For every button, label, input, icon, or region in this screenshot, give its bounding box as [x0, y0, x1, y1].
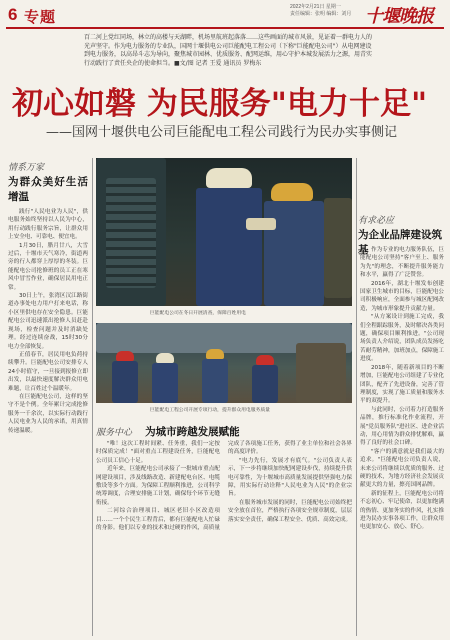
- column-heading-middle: [96, 420, 352, 439]
- header-rule: [6, 27, 444, 29]
- wiring-terminal: [246, 218, 276, 230]
- column-divider: [356, 158, 357, 636]
- headline: 初心如磐 为民服务"电力十足": [12, 86, 428, 122]
- paragraph: "唯！这次工程时间紧、任务重，我们一定按时保质完成！"面对重点工程建设任务，巨能配电公司员工信心十足。: [96, 441, 220, 464]
- masthead-logo: 十堰晚报: [365, 6, 433, 27]
- hard-hat: [156, 353, 174, 363]
- paragraph: 30日上午，张湾区汉江路街道办事处电力用户打来电话，称小区里供电存在安全隐患。巨能配电公司迅速派出抢修人员赶赴现场，检查问题并及时消缺处理。经过连续奋战，15时30分电力全部恢复。: [8, 293, 88, 350]
- paragraph: "客户的满意就是我们最大的追求。"巨能配电公司负责人说，未来公司将继续以优质的服务、过硬的技术，为地方经济社会发展贡献更大的力量，擦亮国网品牌。: [360, 448, 444, 489]
- paragraph: 1月30日，腊月廿八，大雪过后，十堰市天气寒冷，街道两旁的行人都穿上厚厚的冬装。巨能配电公司抢修班的员工正在寒风中冒雪作业，确保居民用电正常。: [8, 242, 88, 291]
- column-kicker: 情系万家: [8, 163, 45, 173]
- section-title: 专题: [24, 9, 57, 26]
- cable-rack: [106, 178, 156, 288]
- issue-editors: 责任编辑：张明 编辑：刘月: [290, 11, 352, 17]
- hard-hat: [256, 355, 274, 365]
- paragraph: 近年来，巨能配电公司承接了一批城市重点配网建设项目，涉及线路改造、新建配电台区、电缆敷设等多个方面。为保障工程顺利推进，公司科学统筹调度，合理安排施工计划，确保每个环节无缝衔接。: [96, 466, 220, 506]
- column-title: 为城市跨越发展赋能: [145, 426, 240, 438]
- paragraph: 新的征程上，巨能配电公司将不忘初心、牢记使命，以更加饱满的热情、更加务实的作风，扎实推进为民办实事各项工作，让群众用电更加安心、放心、舒心。: [360, 490, 444, 531]
- paragraph: 与此同时，公司着力打造服务品牌，推行标准化作业流程，开展"党员服务队"进社区、进企业活动，用心用情为群众排忧解难，赢得了良好的社会口碑。: [360, 406, 444, 447]
- paragraph: 作为专业的电力服务队伍，巨能配电公司坚持"客户至上、服务为先"的理念，不断提升服务能力和水平，赢得了广泛赞誉。: [360, 247, 444, 279]
- worker-uniform: [264, 201, 324, 306]
- worker-uniform: [202, 359, 228, 403]
- paragraph: "从方案设计到施工完成，我们全程跟踪服务，及时解决各类问题，确保项目顺利推进。"公司现场负责人介绍说，团队成员发扬吃苦耐劳精神，加班加点，保障施工进度。: [360, 314, 444, 363]
- column-title: 为群众美好生活增温: [8, 176, 88, 203]
- worker-uniform: [112, 361, 138, 403]
- column-title: 为企业品牌建设筑基: [358, 229, 442, 256]
- column-kicker: 有求必应: [358, 216, 395, 226]
- subheadline: ——国网十堰供电公司巨能配电工程公司践行为民办实事侧记: [46, 125, 398, 140]
- paragraph: "电力先行，发展才有底气。"公司负责人表示，下一步将继续加快配网建设步伐，持续提升供电可靠性，为十堰城市高质量发展提供坚强电力保障，用实际行动诠释"人民电业为人民"的企业宗旨。: [228, 457, 352, 498]
- transformer-box: [296, 343, 346, 403]
- photo-caption: 巨能配电工程公司开展专项行动，提升群众用电服务质量: [150, 408, 270, 413]
- photo-team-at-site: [96, 323, 352, 403]
- worker-uniform: [152, 363, 178, 403]
- paragraph: 在服务城市发展的同时，巨能配电公司始终把安全放在首位，严格执行各项安全规章制度，层层落实安全责任，确保工程安全、优质、高效完成。: [228, 499, 352, 523]
- worker-uniform: [196, 188, 262, 306]
- photo-workers-at-cabinet: [96, 158, 352, 306]
- column-kicker: 服务中心: [96, 428, 133, 438]
- paragraph: 2018年，随着新项目的不断增加，巨能配电公司组建了专业化团队，配齐了先进设备，完善了管理制度，实现了施工质量和服务水平的双提升。: [360, 364, 444, 405]
- paragraph: 2016年，湖北十堰发布创建国家卫生城市的目标，巨能配电公司积极响应，全面参与城区配网改造，为城市形象提升贡献力量。: [360, 280, 444, 312]
- article-column-right: [360, 246, 444, 636]
- lead-paragraph: 百二河上党红同场，林立的高楼与天湖畔，机场里航班起落落……这些画面的城市风景，见证着一群电力人的光声坚守。作为电力服务的专业队，国网十堰供电公司巨能配电工程公司（下称"巨能配电公司"）从电网建设到电力服务，以高昂斗志为导向，聚焦城市园林、优质服务、配网运维，用心守护本城发展活力之源，用青实行动践行了责任央企的使命担当。■文/图 记者 王爱 通讯员 罗梅东: [84, 34, 373, 67]
- article-column-left: [8, 160, 88, 636]
- hard-hat: [206, 349, 224, 359]
- paragraph: 正值春节，居民用电负荷持续攀升。巨能配电公司安排专人24小时值守，一旦接到报修立即出发，以最快速度解决群众用电难题，让百姓过个温暖年。: [8, 351, 88, 392]
- paragraph: 在巨能配电公司，这样的坚守不是个例。全年累计完成抢修服务一千余次，以实际行动践行人民电业为人民的承诺，用真情传递温暖。: [8, 393, 88, 434]
- column-divider: [92, 158, 93, 636]
- paragraph: 践行"人民电业为人民"，供电服务始终坚持以人民为中心，用行动践行服务宗旨，让群众用上安全电、可靠电、便宜电。: [8, 209, 88, 241]
- hard-hat: [206, 168, 252, 188]
- hard-hat: [116, 351, 134, 361]
- page-header: [0, 0, 450, 30]
- worker-uniform: [252, 365, 278, 403]
- issue-date: 2022年2月21日 星期一: [290, 4, 341, 10]
- issue-meta: [290, 4, 370, 18]
- cabinet-door: [324, 198, 352, 298]
- article-column-middle: [96, 440, 352, 636]
- hard-hat: [271, 183, 313, 201]
- photo-caption: 巨能配电公司在冬日开展清查，保障百姓用电: [150, 311, 246, 316]
- paragraph: 二河综合治理项目、城区老旧小区改造项目……一个个民生工程背后，都有巨能配电人忙碌的身影。他们以专业的技术和过硬的作风，高质量完成了各项施工任务，获得了业主单位和社会各界的高度评价。: [96, 441, 352, 532]
- page-number: 6: [8, 5, 18, 24]
